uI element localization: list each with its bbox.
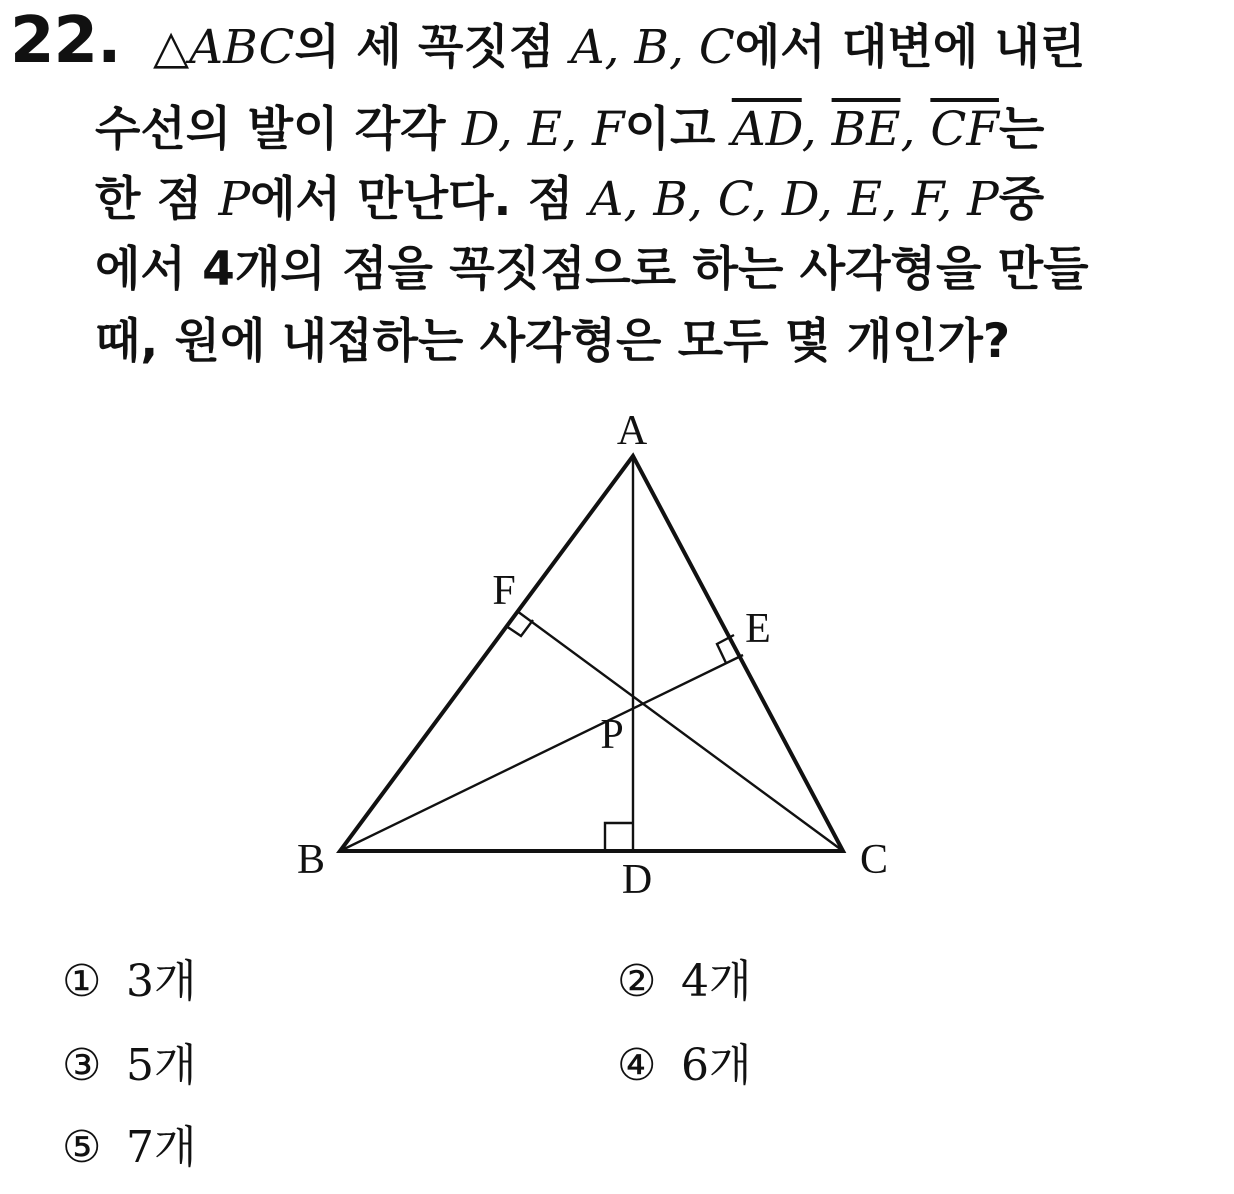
choice-4[interactable] xyxy=(617,1038,752,1094)
stem-text: 는 xyxy=(998,102,1045,157)
label-p: P xyxy=(600,712,624,758)
stem-text: 의 세 꼭짓점 xyxy=(294,20,571,75)
choice-marker: ③ xyxy=(62,1040,102,1091)
choice-3[interactable] xyxy=(62,1038,197,1094)
choice-5[interactable] xyxy=(62,1120,197,1176)
math-feet: D, E, F xyxy=(461,102,625,157)
label-d: D xyxy=(621,857,653,903)
choice-1[interactable] xyxy=(62,954,197,1010)
label-f: F xyxy=(492,568,516,614)
choice-text: 3개 xyxy=(126,956,197,1007)
segment-cf: $\overline{CF}$ xyxy=(930,102,999,157)
choice-text: 7개 xyxy=(126,1122,197,1173)
triangle-symbol: △ xyxy=(153,20,190,75)
stem-line-4: 에서 4개의 점을 꼭짓점으로 하는 사각형을 만들 xyxy=(95,242,1089,297)
stem-text: 수선의 발이 각각 xyxy=(95,102,462,157)
label-b: B xyxy=(296,837,326,883)
math-vertices: A, B, C xyxy=(570,20,735,75)
math-point-p: P xyxy=(218,172,251,227)
choice-marker: ⑤ xyxy=(62,1122,102,1173)
stem-text: 에서 만난다. 점 xyxy=(250,172,590,227)
choice-2[interactable] xyxy=(617,954,752,1010)
separator: , xyxy=(801,102,832,157)
separator: , xyxy=(900,102,931,157)
stem-text: 한 점 xyxy=(95,172,219,227)
choice-text: 4개 xyxy=(681,956,752,1007)
choice-text: 6개 xyxy=(681,1040,752,1091)
choice-marker: ② xyxy=(617,956,657,1007)
choice-marker: ④ xyxy=(617,1040,657,1091)
choice-text: 5개 xyxy=(126,1040,197,1091)
label-a: A xyxy=(616,408,648,454)
question-number: 22. xyxy=(10,4,121,78)
segment-ad: $\overline{AD}$ xyxy=(731,102,802,157)
choice-marker: ① xyxy=(62,956,102,1007)
math-abc: ABC xyxy=(189,20,295,75)
segment-be: $\overline{BE}$ xyxy=(831,102,901,157)
stem-text: 에서 대변에 내린 xyxy=(734,20,1086,75)
stem-line-5: 때, 원에 내접하는 사각형은 모두 몇 개인가? xyxy=(95,314,1011,369)
label-e: E xyxy=(745,606,771,652)
stem-text: 중 xyxy=(998,172,1045,227)
label-c: C xyxy=(859,837,889,883)
stem-text: 이고 xyxy=(624,102,732,157)
math-points-list: A, B, C, D, E, F, P xyxy=(589,172,999,227)
